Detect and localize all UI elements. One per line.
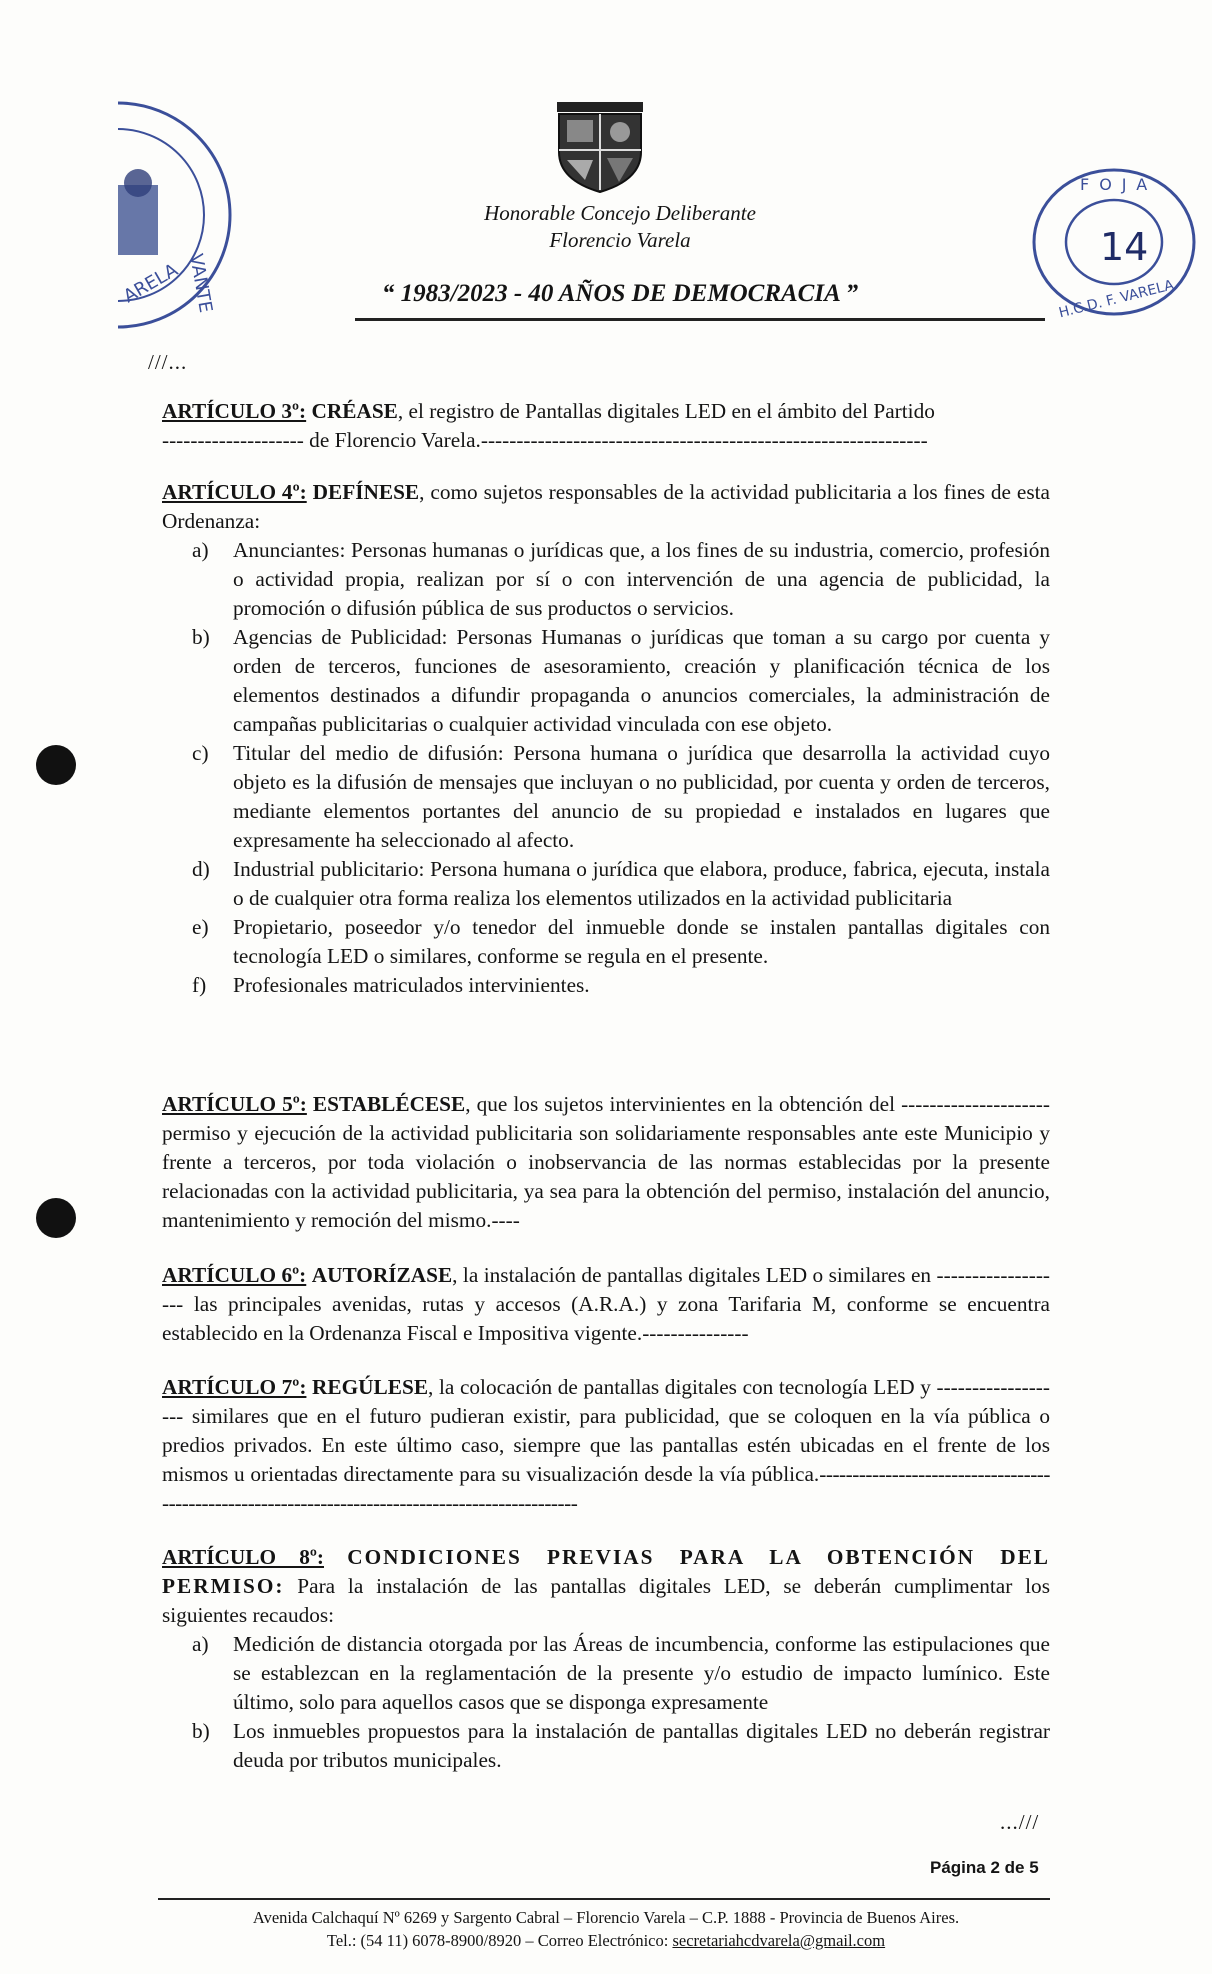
list-item: d) Industrial publicitario: Persona humana o jurídica que elabora, produce, fabrica, ejecuta, instala o de cualquier otra forma realiza los elementos utilizados en la actividad publicitaria — [192, 857, 1050, 910]
institution-name: Honorable Concejo Deliberante — [484, 201, 756, 225]
list-item: e) Propietario, poseedor y/o tenedor del inmueble donde se instalen pantallas digitales con tecnología LED o similares, conforme se regula en el presente. — [192, 915, 1050, 968]
svg-text:VANTE: VANTE — [185, 252, 217, 315]
left-seal-stamp — [118, 95, 238, 335]
article-3: ARTÍCULO 3º: CRÉASE, el registro de Pantallas digitales LED en el ámbito del Partido -------------------- de Florencio Varela.--------------------------------------------------------------- — [162, 399, 935, 452]
list-item: b) Agencias de Publicidad: Personas Humanas o jurídicas que toman a su cargo por cuenta y orden de terceros, funciones de asesoramiento, creación y planificación técnica de los elementos destinados a difundir propaganda o anuncios comerciales, la administración de campañas publicitarias o cualquier actividad vinculada con ese objeto. — [192, 625, 1050, 736]
continuation-mark-bottom: .../// — [1000, 1810, 1040, 1834]
article-label: ARTÍCULO 5º: — [162, 1092, 307, 1116]
footer-phone: Tel.: (54 11) 6078-8900/8920 – Correo Electrónico: — [326, 1931, 669, 1950]
article-verb: REGÚLESE — [312, 1375, 429, 1399]
article-7: ARTÍCULO 7º: REGÚLESE, la colocación de pantallas digitales con tecnología LED y ------------------- similares que en el futuro pudieran existir, para publicidad, que se coloquen en la vía pública o predios privados. En este último caso, siempre que las pantallas estén ubicadas en el frente de los mismos u orientadas directamente para su visualización desde la vía pública.-------------------------------------------------------------------------------------------------- — [162, 1375, 1050, 1515]
continuation-mark-top: ///... — [148, 350, 188, 374]
article-verb: AUTORÍZASE — [311, 1263, 453, 1287]
svg-text:ARELA: ARELA — [120, 259, 182, 308]
anniversary-motto: “ 1983/2023 - 40 AÑOS DE DEMOCRACIA ” — [381, 280, 859, 307]
header-divider — [355, 318, 1045, 321]
article-label: ARTÍCULO 8º: — [162, 1545, 324, 1569]
stamp-org: H.C.D. F. VARELA — [1057, 277, 1176, 322]
article-label: ARTÍCULO 4º: — [162, 480, 307, 504]
article-5: ARTÍCULO 5º: ESTABLÉCESE, que los sujetos intervinientes en la obtención del --------------------- permiso y ejecución de la actividad publicitaria son solidariamente responsables ante este Municipio y frente a terceros, por toda violación o inobservancia de las normas establecidas por la presente relacionadas con la actividad publicitaria, ya sea para la obtención del permiso, instalación del anuncio, mantenimiento y remoción del mismo.---- — [162, 1092, 1050, 1232]
footer-address: Avenida Calchaquí Nº 6269 y Sargento Cabral – Florencio Varela – C.P. 1888 - Provincia de Buenos Aires. — [252, 1908, 960, 1927]
article-verb: CRÉASE — [311, 399, 398, 423]
punch-hole — [36, 745, 76, 785]
article-verb: ESTABLÉCESE — [312, 1092, 466, 1116]
article-8: ARTÍCULO 8º: CONDICIONES PREVIAS PARA LA OBTENCIÓN DEL PERMISO: Para la instalación de las pantallas digitales LED, se deberán cumplimentar los siguientes recaudos: a) Medición de distancia otorgada por las Áreas de incumbencia, conforme las estipulaciones que se establezcan en la reglamentación de la presente y/o estudio de impacto lumínico. Este último, solo para aquellos casos que se disponga expresamente b) Los inmuebles propuestos para la instalación de pantallas digitales LED no deberán registrar deuda por tributos municipales. — [162, 1543, 1050, 1775]
article-verb: CONDICIONES PREVIAS PARA LA OBTENCIÓN DEL PERMISO: — [162, 1545, 1051, 1598]
article-label: ARTÍCULO 6º: — [162, 1263, 307, 1287]
article-4: ARTÍCULO 4º: DEFÍNESE, como sujetos responsables de la actividad publicitaria a los fines de esta Ordenanza: a) Anunciantes: Personas humanas o jurídicas que, a los fines de su industria, comercio, profesión o actividad propia, realizan por sí o con intervención de una agencia de publicidad, la promoción o difusión pública de sus productos o servicios. b) Agencias de Publicidad: Personas Humanas o jurídicas que toman a su cargo por cuenta y orden de terceros, funciones de asesoramiento, creación y planificación técnica de los elementos destinados a difundir propaganda o anuncios comerciales, la administración de campañas publicitarias o cualquier actividad vinculada con ese objeto. c) Titular del medio de difusión: Persona humana o jurídica que desarrolla la actividad cuyo objeto es la difusión de mensajes que incluyan o no publicidad, por cuenta y orden de terceros, mediante elementos portantes del anuncio de su propiedad e instalados en lugares que expresamente ha seleccionado al afecto. d) Industrial publicitario: Persona humana o jurídica que elabora, produce, fabrica, ejecuta, instala o de cualquier otra forma realiza los elementos utilizados en la actividad publicitaria e) Propietario, poseedor y/o tenedor del inmueble donde se instalen pantallas digitales con tecnología LED o similares, conforme se regula en el presente. f) Profesionales matriculados intervinientes. — [162, 478, 1050, 1000]
footer-divider — [158, 1898, 1050, 1900]
list-item: b) Los inmuebles propuestos para la instalación de pantallas digitales LED no deberán registrar deuda por tributos municipales. — [192, 1719, 1050, 1772]
folio-stamp — [1028, 162, 1200, 324]
page-number: Página 2 de 5 — [930, 1858, 1039, 1877]
list-item: f) Profesionales matriculados intervinientes. — [192, 973, 590, 997]
footer-contact — [162, 1930, 1050, 1951]
folio-label: FOJA — [1080, 175, 1158, 194]
article-verb: DEFÍNESE — [312, 480, 420, 504]
footer-email-link[interactable]: secretariahcdvarela@gmail.com — [672, 1931, 886, 1950]
article-6: ARTÍCULO 6º: AUTORÍZASE, la instalación de pantallas digitales LED o similares en ------------------- las principales avenidas, rutas y accesos (A.R.A.) y zona Tarifaria M, conforme se encuentra establecido en la Ordenanza Fiscal e Impositiva vigente.--------------- — [162, 1263, 1051, 1345]
article-4-list — [162, 536, 1050, 1000]
folio-number: 14 — [1100, 225, 1149, 269]
article-label: ARTÍCULO 7º: — [162, 1375, 307, 1399]
list-item: a) Anunciantes: Personas humanas o jurídicas que, a los fines de su industria, comercio, profesión o actividad propia, realizan por sí o con intervención de una agencia de publicidad, la promoción o difusión pública de sus productos o servicios. — [192, 538, 1050, 620]
article-8-list — [162, 1630, 1050, 1775]
list-item: c) Titular del medio de difusión: Persona humana o jurídica que desarrolla la actividad cuyo objeto es la difusión de mensajes que incluyan o no publicidad, por cuenta y orden de terceros, mediante elementos portantes del anuncio de su propiedad e instalados en lugares que expresamente ha seleccionado al afecto. — [192, 741, 1050, 852]
article-label: ARTÍCULO 3º: — [162, 399, 307, 423]
city-name: Florencio Varela — [549, 228, 691, 252]
coat-of-arms-logo — [555, 100, 645, 195]
list-item: a) Medición de distancia otorgada por las Áreas de incumbencia, conforme las estipulaciones que se establezcan en la reglamentación de la presente y/o estudio de impacto lumínico. Este último, solo para aquellos casos que se disponga expresamente — [192, 1632, 1050, 1714]
punch-hole — [36, 1198, 76, 1238]
